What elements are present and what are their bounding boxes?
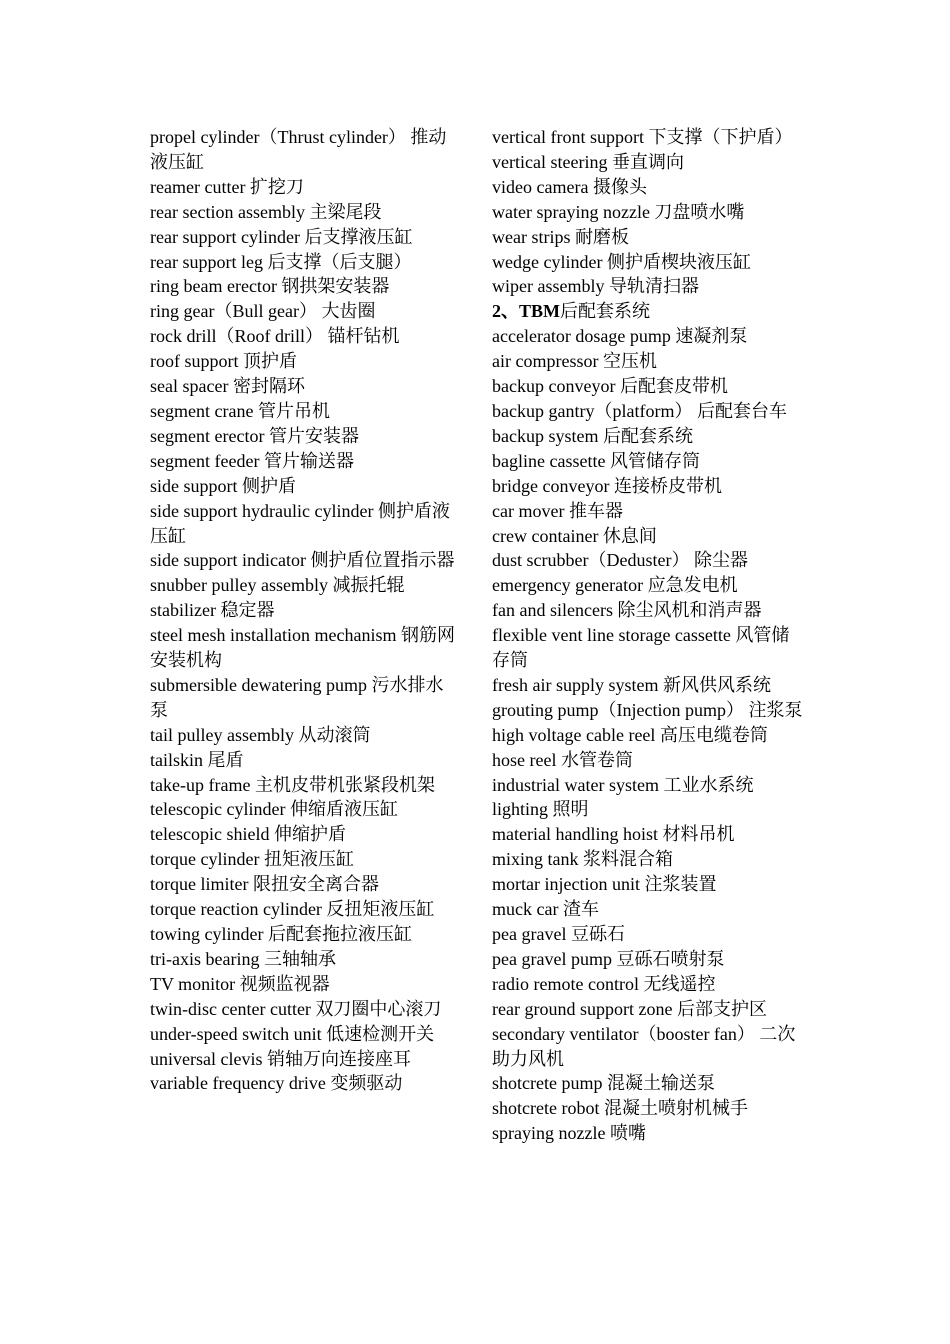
glossary-entry: wedge cylinder 侧护盾楔块液压缸 — [492, 251, 751, 272]
glossary-entry: shotcrete pump 混凝土输送泵 — [492, 1073, 715, 1094]
glossary-entry: vertical steering 垂直调向 — [492, 151, 684, 172]
glossary-entry: rear support leg 后支撑（后支腿） — [150, 251, 412, 272]
glossary-entry: rear ground support zone 后部支护区 — [492, 998, 767, 1019]
glossary-entry: submersible dewatering pump 污水排水泵 — [150, 674, 444, 720]
glossary-entry: backup system 后配套系统 — [492, 425, 693, 446]
section-heading-title: 后配套系统 — [560, 301, 651, 322]
glossary-entry: tailskin 尾盾 — [150, 749, 244, 770]
glossary-entry: tail pulley assembly 从动滚筒 — [150, 724, 371, 745]
right-column-entries-part1 — [492, 125, 804, 299]
glossary-entry: ring gear（Bull gear） 大齿圈 — [150, 301, 376, 322]
glossary-entry: spraying nozzle 喷嘴 — [492, 1123, 646, 1144]
right-column — [492, 125, 804, 1146]
glossary-entry: fresh air supply system 新风供风系统 — [492, 674, 771, 695]
glossary-entry: seal spacer 密封隔环 — [150, 376, 305, 397]
glossary-entry: ring beam erector 钢拱架安装器 — [150, 276, 390, 297]
glossary-entry: segment crane 管片吊机 — [150, 400, 330, 421]
glossary-entry: fan and silencers 除尘风机和消声器 — [492, 600, 762, 621]
glossary-entry: bridge conveyor 连接桥皮带机 — [492, 475, 722, 496]
glossary-entry: grouting pump（Injection pump） 注浆泵 — [492, 699, 803, 720]
glossary-entry: wiper assembly 导轨清扫器 — [492, 276, 699, 297]
glossary-entry: side support 侧护盾 — [150, 475, 296, 496]
glossary-entry: crew container 休息间 — [492, 525, 657, 546]
glossary-entry: backup gantry（platform） 后配套台车 — [492, 400, 787, 421]
glossary-entry: variable frequency drive 变频驱动 — [150, 1073, 403, 1094]
glossary-entry: telescopic cylinder 伸缩盾液压缸 — [150, 799, 398, 820]
glossary-entry: muck car 渣车 — [492, 899, 599, 920]
left-column — [150, 125, 460, 1096]
glossary-entry: torque cylinder 扭矩液压缸 — [150, 849, 354, 870]
glossary-entry: high voltage cable reel 高压电缆卷筒 — [492, 724, 768, 745]
glossary-entry: pea gravel 豆砾石 — [492, 924, 625, 944]
glossary-entry: car mover 推车器 — [492, 500, 623, 521]
glossary-entry: pea gravel pump 豆砾石喷射泵 — [492, 948, 725, 969]
glossary-entry: tri-axis bearing 三轴轴承 — [150, 948, 336, 969]
right-column-entries-part2 — [492, 324, 804, 1146]
section-heading — [492, 299, 804, 324]
section-heading-abbr: TBM — [519, 301, 561, 322]
glossary-entry: torque limiter 限扭安全离合器 — [150, 874, 379, 895]
glossary-entry: side support indicator 侧护盾位置指示器 — [150, 550, 455, 571]
glossary-entry: rear support cylinder 后支撑液压缸 — [150, 226, 413, 247]
glossary-entry: twin-disc center cutter 双刀圈中心滚刀 — [150, 998, 442, 1019]
glossary-entry: video camera 摄像头 — [492, 176, 647, 197]
glossary-entry: side support hydraulic cylinder 侧护盾液压缸 — [150, 500, 450, 546]
glossary-entry: hose reel 水管卷筒 — [492, 749, 633, 770]
glossary-entry: segment feeder 管片输送器 — [150, 450, 354, 471]
glossary-entry: radio remote control 无线遥控 — [492, 973, 716, 994]
glossary-entry: towing cylinder 后配套拖拉液压缸 — [150, 924, 412, 944]
glossary-entry: mortar injection unit 注浆装置 — [492, 874, 717, 895]
glossary-entry: steel mesh installation mechanism 钢筋网安装机构 — [150, 625, 455, 671]
glossary-entry: snubber pulley assembly 减振托辊 — [150, 575, 405, 596]
glossary-entry: reamer cutter 扩挖刀 — [150, 176, 304, 197]
glossary-entry: universal clevis 销轴万向连接座耳 — [150, 1048, 411, 1069]
glossary-entry: segment erector 管片安装器 — [150, 425, 359, 446]
glossary-entry: water spraying nozzle 刀盘喷水嘴 — [492, 201, 745, 222]
glossary-entry: industrial water system 工业水系统 — [492, 774, 754, 795]
section-heading-number: 2、 — [492, 301, 519, 322]
glossary-entry: rear section assembly 主梁尾段 — [150, 201, 382, 222]
glossary-entry: mixing tank 浆料混合箱 — [492, 849, 673, 870]
glossary-entry: dust scrubber（Deduster） 除尘器 — [492, 550, 748, 571]
glossary-entry: backup conveyor 后配套皮带机 — [492, 376, 728, 397]
glossary-entry: torque reaction cylinder 反扭矩液压缸 — [150, 899, 435, 920]
glossary-entry: TV monitor 视频监视器 — [150, 973, 330, 994]
glossary-entry: take-up frame 主机皮带机张紧段机架 — [150, 774, 435, 795]
glossary-entry: vertical front support 下支撑（下护盾） — [492, 127, 793, 147]
glossary-entry: rock drill（Roof drill） 锚杆钻机 — [150, 326, 400, 347]
glossary-entry: propel cylinder（Thrust cylinder） 推动液压缸 — [150, 127, 447, 172]
glossary-entry: stabilizer 稳定器 — [150, 600, 275, 621]
glossary-entry: wear strips 耐磨板 — [492, 226, 629, 247]
glossary-entry: flexible vent line storage cassette 风管储存筒 — [492, 625, 790, 671]
glossary-entry: secondary ventilator（booster fan） 二次助力风机 — [492, 1023, 796, 1069]
glossary-entry: bagline cassette 风管储存筒 — [492, 450, 700, 471]
glossary-entry: under-speed switch unit 低速检测开关 — [150, 1023, 435, 1044]
glossary-entry: roof support 顶护盾 — [150, 351, 297, 372]
glossary-entry: accelerator dosage pump 速凝剂泵 — [492, 326, 748, 347]
glossary-entry: telescopic shield 伸缩护盾 — [150, 824, 346, 845]
glossary-entry: air compressor 空压机 — [492, 351, 657, 372]
glossary-entry: shotcrete robot 混凝土喷射机械手 — [492, 1098, 748, 1119]
glossary-entry: material handling hoist 材料吊机 — [492, 824, 735, 845]
glossary-entry: lighting 照明 — [492, 799, 589, 820]
glossary-entry: emergency generator 应急发电机 — [492, 575, 738, 596]
